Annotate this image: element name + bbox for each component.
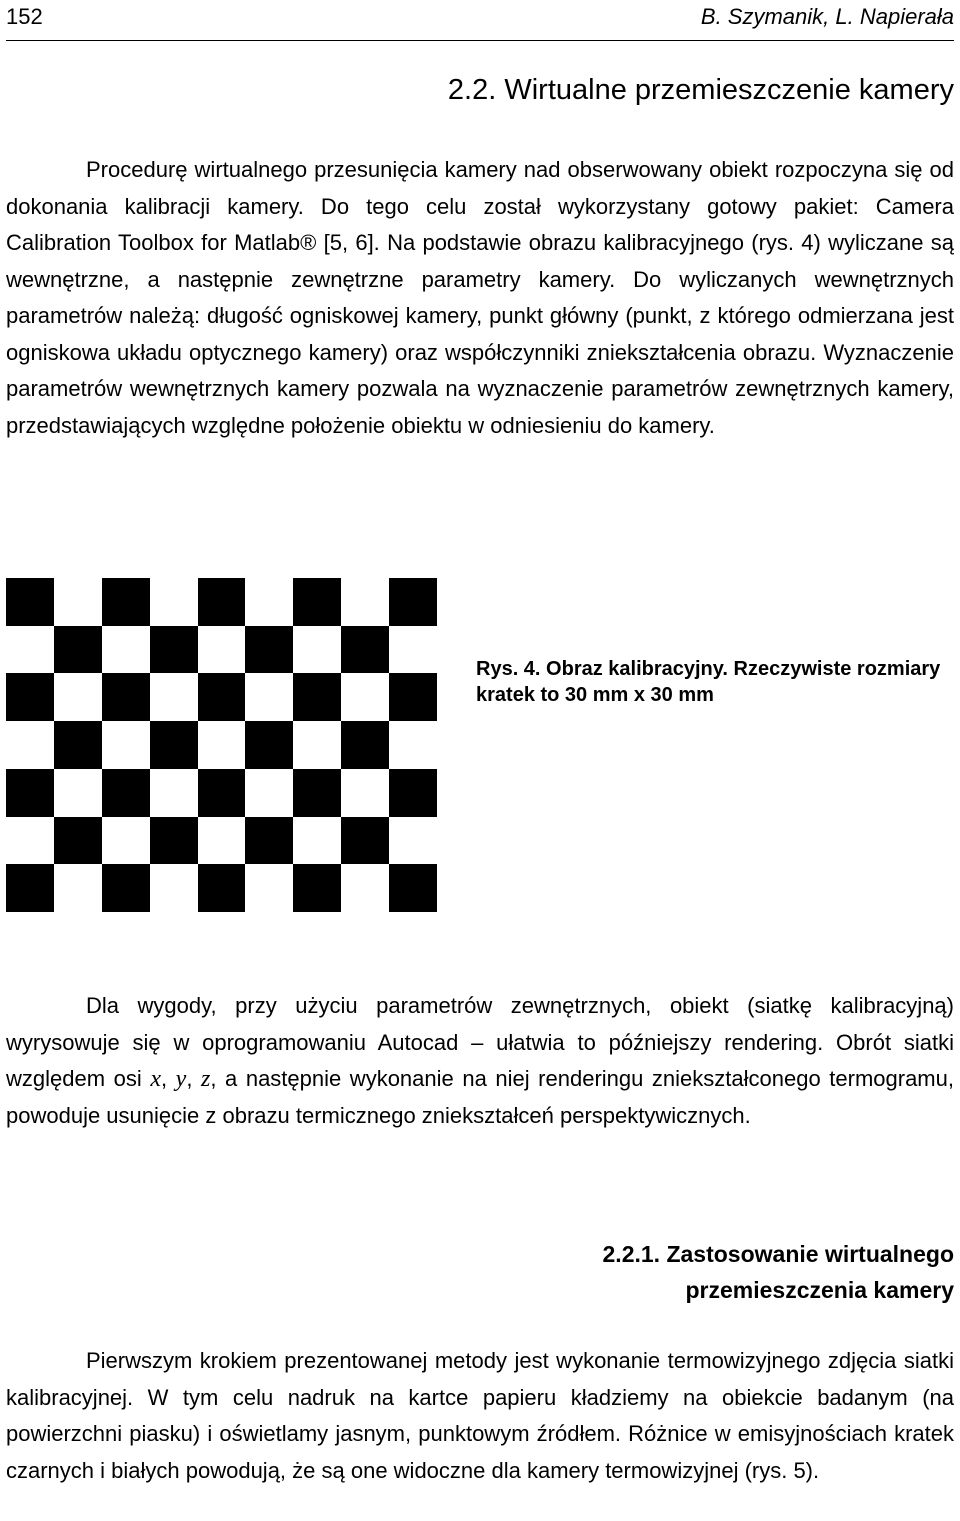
checkerboard-square	[245, 626, 293, 674]
checkerboard-square	[198, 864, 246, 912]
checkerboard-square	[198, 578, 246, 626]
checkerboard-square	[54, 626, 102, 674]
subsection-number: 2.2.1.	[602, 1241, 661, 1267]
checkerboard-square	[245, 864, 293, 912]
checkerboard-square	[102, 721, 150, 769]
checkerboard-square	[389, 578, 437, 626]
checkerboard-square	[54, 769, 102, 817]
axis-y-symbol: y	[175, 1066, 187, 1092]
checkerboard-square	[198, 769, 246, 817]
axis-z-symbol: z	[201, 1066, 211, 1092]
checkerboard-square	[6, 769, 54, 817]
checkerboard-square	[245, 721, 293, 769]
page-header	[6, 0, 954, 41]
checkerboard-square	[341, 578, 389, 626]
checkerboard-square	[341, 721, 389, 769]
checkerboard-square	[341, 817, 389, 865]
checkerboard-square	[102, 578, 150, 626]
checkerboard-square	[293, 817, 341, 865]
checkerboard-square	[389, 769, 437, 817]
checkerboard-square	[6, 578, 54, 626]
checkerboard-square	[6, 626, 54, 674]
paragraph-3-text: Pierwszym krokiem prezentowanej metody jest wykonanie termowizyjnego zdjęcia siatki kalibracyjnej. W tym celu nadruk na kartce papieru kładziemy na obiekcie badanym (na powierzchni piasku) i oświetlamy jasnym, punktowym źródłem. Różnice w emisyjnościach kratek czarnych i białych powodują, że są one widoczne dla kamery termowizyjnej (rys. 5).	[6, 1348, 954, 1483]
checkerboard-square	[389, 817, 437, 865]
checkerboard-square	[102, 626, 150, 674]
calibration-checkerboard	[6, 578, 437, 912]
subsection-title-line-2: przemieszczenia kamery	[685, 1277, 954, 1303]
checkerboard-square	[150, 626, 198, 674]
checkerboard-square	[293, 864, 341, 912]
checkerboard-square	[198, 817, 246, 865]
checkerboard-square	[54, 721, 102, 769]
checkerboard-square	[245, 578, 293, 626]
checkerboard-square	[198, 673, 246, 721]
checkerboard-square	[341, 769, 389, 817]
checkerboard-square	[54, 817, 102, 865]
checkerboard-square	[389, 721, 437, 769]
page-number: 152	[6, 4, 43, 29]
checkerboard-square	[341, 626, 389, 674]
checkerboard-square	[150, 864, 198, 912]
checkerboard-square	[150, 769, 198, 817]
body-paragraph-1	[6, 152, 954, 444]
checkerboard-square	[198, 721, 246, 769]
checkerboard-square	[150, 578, 198, 626]
checkerboard-square	[293, 769, 341, 817]
paragraph-1-text: Procedurę wirtualnego przesunięcia kamery nad obserwowany obiekt rozpoczyna się od dokonania kalibracji kamery. Do tego celu został wykorzystany gotowy pakiet: Camera Calibration Toolbox for Matlab® [5, 6]. Na podstawie obrazu kalibracyjnego (rys. 4) wyliczane są wewnętrzne, a następnie zewnętrzne parametry kamery. Do wyliczanych wewnętrznych parametrów należą: długość ogniskowej kamery, punkt główny (punkt, z którego odmierzana jest ogniskowa układu optycznego kamery) oraz współczynniki zniekształcenia obrazu. Wyznaczenie parametrów wewnętrznych kamery pozwala na wyznaczenie parametrów zewnętrznych kamery, przedstawiających względne położenie obiektu w odniesieniu do kamery.	[6, 157, 954, 438]
checkerboard-square	[6, 864, 54, 912]
subsection-title-line-1: Zastosowanie wirtualnego	[666, 1241, 954, 1267]
checkerboard-square	[150, 721, 198, 769]
checkerboard-square	[150, 817, 198, 865]
checkerboard-square	[293, 721, 341, 769]
body-paragraph-3	[6, 1343, 954, 1489]
checkerboard-square	[54, 578, 102, 626]
checkerboard-square	[150, 673, 198, 721]
running-head-authors: B. Szymanik, L. Napierała	[700, 4, 954, 29]
checkerboard-square	[389, 626, 437, 674]
checkerboard-square	[54, 864, 102, 912]
checkerboard-square	[102, 817, 150, 865]
axis-x-symbol: x	[150, 1066, 161, 1092]
checkerboard-square	[293, 578, 341, 626]
subsection-title	[603, 1236, 954, 1308]
body-paragraph-2: Dla wygody, przy użyciu parametrów zewnętrznych, obiekt (siatkę kalibracyjną) wyrysowuje się w oprogramowaniu Autocad – ułatwia to późniejszy rendering. Obrót siatki względem osi x, y, z, a następnie wykonanie na niej renderingu zniekształconego termogramu, powoduje usunięcie z obrazu termicznego zniekształceń perspektywicznych.	[6, 993, 954, 1128]
checkerboard-square	[245, 817, 293, 865]
checkerboard-square	[6, 817, 54, 865]
checkerboard-square	[6, 721, 54, 769]
checkerboard-square	[6, 673, 54, 721]
checkerboard-square	[341, 864, 389, 912]
checkerboard-square	[293, 673, 341, 721]
checkerboard-square	[102, 769, 150, 817]
checkerboard-square	[245, 673, 293, 721]
checkerboard-square	[245, 769, 293, 817]
checkerboard-square	[198, 626, 246, 674]
paragraph-2-text-a: Dla wygody, przy użyciu parametrów zewnętrznych, obiekt (siatkę kalibracyjną) wyrysowuje się w oprogramowaniu Autocad – ułatwia to późniejszy rendering. Obrót siatki względem osi	[6, 993, 954, 1091]
checkerboard-square	[102, 864, 150, 912]
figure-caption: Rys. 4. Obraz kalibracyjny. Rzeczywiste rozmiary kratek to 30 mm x 30 mm	[476, 658, 941, 706]
paragraph-2-text-b: , a następnie wykonanie na niej renderingu zniekształconego termogramu, powoduje usunięcie z obrazu termicznego zniekształceń perspektywicznych.	[6, 1066, 954, 1128]
section-title: 2.2. Wirtualne przemieszczenie kamery	[447, 74, 954, 106]
checkerboard-square	[54, 673, 102, 721]
checkerboard-square	[389, 673, 437, 721]
checkerboard-square	[389, 864, 437, 912]
checkerboard-square	[341, 673, 389, 721]
checkerboard-square	[102, 673, 150, 721]
checkerboard-square	[293, 626, 341, 674]
